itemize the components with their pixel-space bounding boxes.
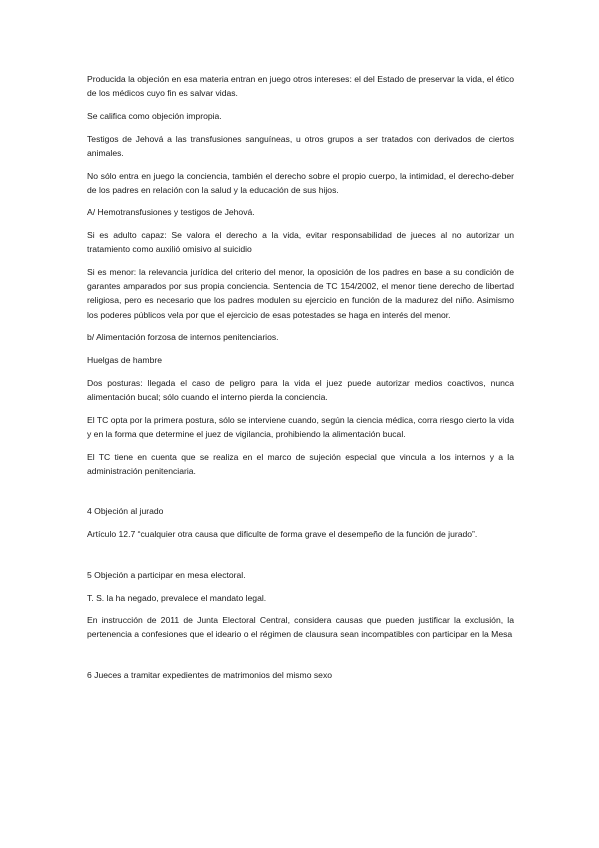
paragraph-adulto-capaz: Si es adulto capaz: Se valora el derecho a la vida, evitar responsabilidad de jueces al no autorizar un tratamiento como auxilió omisivo al suicidio [87,230,514,255]
paragraph-junta-electoral: En instrucción de 2011 de Junta Electoral Central, considera causas que pueden justificar la exclusión, la pertenencia a confesiones que el ideario o el régimen de clausura sean incompatibles con participar en la Mesa [87,615,514,640]
heading-objecion-jurado: 4 Objeción al jurado [87,506,164,517]
heading-jueces-matrimonios: 6 Jueces a tramitar expedientes de matrimonios del mismo sexo [87,670,333,681]
paragraph-tc-sujecion: El TC tiene en cuenta que se realiza en el marco de sujeción especial que vincula a los internos y a la administración penitenciaria. [87,451,514,476]
paragraph-testigos-jehova: Testigos de Jehová a las transfusiones sanguíneas, u otros grupos a ser tratados con derivados de ciertos animales. [87,133,514,158]
spacer [87,550,514,568]
paragraph-objecion-impropia: Se califica como objeción impropia. [87,110,222,121]
paragraph-ts-negado: T. S. la ha negado, prevalece el mandato legal. [87,592,267,603]
spacer [87,486,514,504]
heading-mesa-electoral: 5 Objeción a participar en mesa electoral. [87,569,246,580]
paragraph-conciencia: No sólo entra en juego la conciencia, también el derecho sobre el propio cuerpo, la intimidad, el derecho-deber de los padres en relación con la salud y la educación de sus hijos. [87,170,514,195]
heading-hemotransfusiones: A/ Hemotransfusiones y testigos de Jehová. [87,207,255,218]
paragraph-tc-postura: El TC opta por la primera postura, sólo se interviene cuando, según la ciencia médica, corra riesgo cierto la vida y en la forma que determine el juez de vigilancia, prohibiendo la alimentación bucal. [87,414,514,439]
heading-alimentacion-forzosa: b/ Alimentación forzosa de internos penitenciarios. [87,332,279,343]
paragraph-articulo-12-7: Artículo 12.7 “cualquier otra causa que dificulte de forma grave el desempeño de la función de jurado”. [87,529,478,540]
spacer [87,650,514,668]
document-body [87,72,514,691]
paragraph-dos-posturas: Dos posturas: llegada el caso de peligro para la vida el juez puede autorizar medios coactivos, nunca alimentación bucal; sólo cuando el interno pierda la conciencia. [87,377,514,402]
heading-huelgas-hambre: Huelgas de hambre [87,355,163,366]
paragraph-menor: Si es menor: la relevancia jurídica del criterio del menor, la oposición de los padres en base a su condición de garantes amparados por sus propia conciencia. Sentencia de TC 154/2002, el menor tiene derecho de libertad religiosa, pero es necesario que los padres modulen su ejercicio en función de la madurez del niño. Asimismo los poderes públicos vela por que el ejercicio de esas potestades se haga en interés del menor. [87,267,514,320]
paragraph-estado-interes: Producida la objeción en esa materia entran en juego otros intereses: el del Estado de preservar la vida, el ético de los médicos cuyo fin es salvar vidas. [87,74,514,99]
